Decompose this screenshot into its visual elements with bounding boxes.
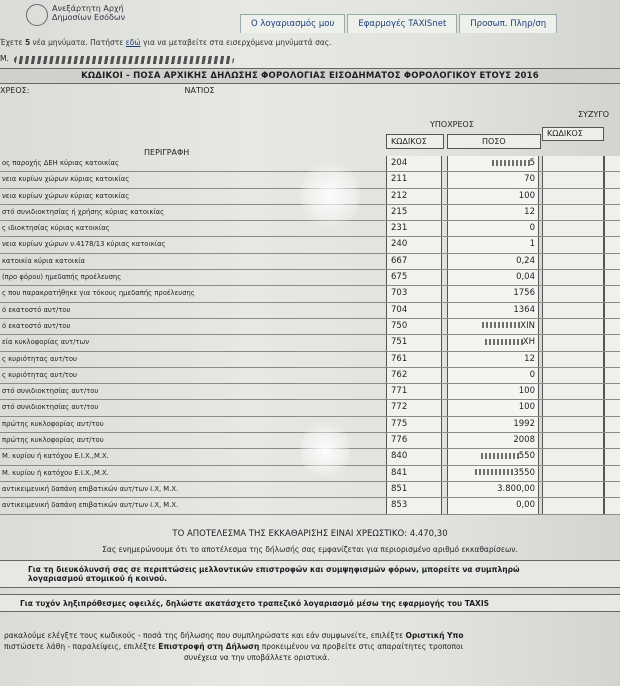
obligor-header: ΥΠΟΧΡΕΟΣ	[430, 120, 474, 129]
spouse-amount-cell	[604, 417, 620, 432]
code-header-cell	[386, 134, 444, 149]
row-description: Μ. κυρίου ή κατόχου Ε.Ι.Χ.,Μ.Χ.	[2, 452, 109, 461]
row-code: 215	[386, 205, 442, 220]
row-description: στό συνιδιοκτησίας ή χρήσης κύριας κατοικίας	[2, 207, 165, 216]
spouse-amount-cell	[604, 433, 620, 448]
row-amount	[447, 303, 539, 318]
row-amount-text: 0,24	[516, 255, 535, 266]
spouse-amount-cell	[604, 352, 620, 367]
row-amount	[447, 189, 539, 204]
photo-glare	[300, 160, 360, 230]
footer-instructions	[4, 630, 620, 663]
amount-header-cell	[447, 134, 541, 149]
table-row	[0, 237, 620, 253]
footer-line2-rest: προκειμένου να προβείτε στις απαραίτητες τροποποι	[259, 642, 464, 651]
row-amount-text: 70	[524, 174, 535, 185]
aade-logo	[52, 4, 125, 22]
spouse-code-cell	[542, 172, 604, 187]
spouse-amount-cell	[604, 254, 620, 269]
spouse-code-cell	[542, 368, 604, 383]
row-amount-text: 0,04	[516, 272, 535, 283]
row-description: ό εκατοστό αυτ/του	[2, 305, 71, 314]
row-code: 212	[386, 189, 442, 204]
row-code: 771	[386, 384, 442, 399]
row-amount-text: 100	[518, 402, 535, 413]
final-submit-link[interactable]: Οριστική Υπο	[405, 631, 464, 640]
spouse-amount-cell	[604, 172, 620, 187]
spouse-code-cell	[542, 498, 604, 513]
row-code: 761	[386, 352, 442, 367]
row-amount	[447, 221, 539, 236]
footer-line3: συνέχεια να την υποβάλλετε οριστικά.	[184, 653, 330, 662]
row-amount	[447, 319, 539, 334]
table-row	[0, 221, 620, 237]
spouse-amount-cell	[604, 189, 620, 204]
spouse-amount-cell	[604, 319, 620, 334]
messages-link[interactable]: εδώ	[125, 38, 141, 47]
row-description: (προ φόρου) ημεδαπής προέλευσης	[2, 273, 122, 282]
row-description: ς που παρακρατήθηκε για τόκους ημεδαπής προέλευσης	[2, 289, 195, 298]
row-description: εία κυκλοφορίας αυτ/των	[2, 338, 90, 347]
row-amount	[447, 417, 539, 432]
row-code: 775	[386, 417, 442, 432]
spouse-amount-cell	[604, 237, 620, 252]
description-header: ΠΕΡΙΓΡΑΦΗ	[144, 148, 190, 157]
messages-middle: νέα μηνύματα. Πατήστε	[30, 38, 126, 47]
row-amount-text: 0	[529, 369, 535, 380]
row-code: 703	[386, 286, 442, 301]
spouse-amount-cell	[604, 221, 620, 236]
spouse-amount-cell	[604, 400, 620, 415]
page-title: ΚΩΔΙΚΟΙ - ΠΟΣΑ ΑΡΧΙΚΗΣ ΔΗΛΩΣΗΣ ΦΟΡΟΛΟΓΙΑΣ ΕΙΣΟΔΗΜΑΤΟΣ ΦΟΡΟΛΟΓΙΚΟΥ ΕΤΟΥΣ 2016	[0, 68, 620, 84]
redaction-mark	[482, 322, 520, 328]
row-amount-text: ΧΗ	[522, 337, 535, 348]
footer-line2-text: πιστώσετε λάθη - παραλείψεις, επιλέξτε	[4, 642, 159, 651]
spouse-amount-cell	[604, 498, 620, 513]
row-code: 772	[386, 400, 442, 415]
tab-personal-info[interactable]: Προσωπ. Πληρ/ση	[459, 14, 557, 33]
footer-line1-text: ρακαλούμε ελέγξτε τους κωδικούς - ποσά της δήλωσης που συμπληρώσατε και εάν συμφωνείτε, επιλέξτε	[4, 631, 406, 640]
row-amount-text: 2008	[513, 435, 535, 446]
row-amount	[447, 368, 539, 383]
taxpayer-name: ΝΑΤΙΟΣ	[184, 86, 215, 95]
spouse-code-cell	[542, 466, 604, 481]
spouse-code-cell	[542, 384, 604, 399]
user-line	[0, 54, 620, 68]
row-amount	[447, 498, 539, 513]
row-description: ό εκατοστό αυτ/του	[2, 321, 71, 330]
table-row	[0, 368, 620, 384]
spouse-code-cell	[542, 156, 604, 171]
row-description: αντικειμενική δαπάνη επιβατικών αυτ/των Ι.Χ, Μ.Χ.	[2, 501, 179, 510]
redaction-mark	[485, 339, 523, 345]
row-amount	[447, 352, 539, 367]
row-amount-text: ΧΙΝ	[520, 320, 535, 331]
spouse-code-header: ΚΩΔΙΚΟΣ	[547, 129, 583, 138]
row-amount	[447, 466, 539, 481]
row-description: πρώτης κυκλοφορίας αυτ/του	[2, 436, 104, 445]
row-code: 751	[386, 335, 442, 350]
row-amount-text: 0,00	[516, 500, 535, 511]
spouse-amount-cell	[604, 482, 620, 497]
row-amount-text: 1	[529, 239, 535, 250]
settlement-result: ΤΟ ΑΠΟΤΕΛΕΣΜΑ ΤΗΣ ΕΚΚΑΘΑΡΙΣΗΣ ΕΙΝΑΙ ΧΡΕΩΣΤΙΚΟ: 4.470,30	[172, 529, 448, 539]
row-amount	[447, 433, 539, 448]
spouse-code-cell	[542, 417, 604, 432]
row-amount-text: 12	[524, 206, 535, 217]
tab-taxisnet-apps[interactable]: Εφαρμογές TAXISnet	[347, 14, 457, 33]
spouse-amount-cell	[604, 368, 620, 383]
row-code: 704	[386, 303, 442, 318]
row-amount-text: 100	[518, 190, 535, 201]
table-row	[0, 303, 620, 319]
spouse-code-cell	[542, 237, 604, 252]
description-header-cell	[0, 140, 384, 157]
row-amount	[447, 172, 539, 187]
row-code: 211	[386, 172, 442, 187]
row-description: στό συνιδιοκτησίας αυτ/του	[2, 403, 99, 412]
row-description: νεια κυρίων χώρων κύριας κατοικίας	[2, 175, 130, 184]
row-amount-text: 5	[529, 158, 535, 168]
row-amount	[447, 254, 539, 269]
row-amount	[447, 270, 539, 285]
row-amount-text: 1364	[513, 304, 535, 315]
row-code: 840	[386, 449, 442, 464]
row-amount-text: 1756	[513, 288, 535, 299]
row-amount	[447, 335, 539, 350]
spouse-code-cell	[542, 482, 604, 497]
row-amount	[447, 482, 539, 497]
debts-notice: Για τυχόν ληξιπρόθεσμες οφειλές, δηλώστε ακατάσχετο τραπεζικό λογαριασμό μέσω της εφαρμογής του TAXIS	[0, 594, 620, 612]
seal-icon	[26, 4, 48, 26]
row-description: στό συνιδιοκτησίας αυτ/του	[2, 387, 99, 396]
spouse-code-cell	[542, 286, 604, 301]
spouse-code-cell	[542, 270, 604, 285]
row-amount-text: 3550	[513, 467, 535, 478]
spouse-code-cell	[542, 205, 604, 220]
spouse-code-cell	[542, 221, 604, 236]
spouse-amount-cell	[604, 205, 620, 220]
taxpayer-line	[0, 86, 215, 95]
table-row	[0, 352, 620, 368]
spouse-code-cell	[542, 352, 604, 367]
row-amount	[447, 384, 539, 399]
row-code: 204	[386, 156, 442, 171]
row-amount	[447, 286, 539, 301]
spouse-code-cell	[542, 254, 604, 269]
messages-notice	[0, 38, 332, 47]
spouse-amount-cell	[604, 466, 620, 481]
table-row	[0, 335, 620, 351]
row-amount-text: 1992	[513, 418, 535, 429]
table-row	[0, 319, 620, 335]
redaction-scribble	[14, 56, 234, 64]
row-code: 762	[386, 368, 442, 383]
spouse-amount-cell	[604, 303, 620, 318]
row-amount-text: 100	[518, 386, 535, 397]
row-amount	[447, 237, 539, 252]
row-code: 750	[386, 319, 442, 334]
row-description: νεια κυρίων χώρων κύριας κατοικίας	[2, 191, 130, 200]
table-row	[0, 270, 620, 286]
row-code: 231	[386, 221, 442, 236]
refund-notice-line1: Για τη διευκόλυνσή σας σε περιπτώσεις μελλοντικών επιστροφών και συμψηφισμών φόρων, μπορείτε να συμπληρώ	[28, 565, 520, 574]
row-description: ς κυριότητας αυτ/του	[2, 370, 77, 379]
messages-prefix: Έχετε	[0, 38, 25, 47]
table-row	[0, 286, 620, 302]
spouse-code-cell	[542, 303, 604, 318]
row-description: ς ιδιοκτησίας κύριας κατοικίας	[2, 224, 110, 233]
redaction-mark	[475, 469, 513, 475]
spouse-amount-cell	[604, 156, 620, 171]
spouse-amount-cell	[604, 286, 620, 301]
row-amount-text: 3.800,00	[497, 483, 535, 494]
row-amount	[447, 205, 539, 220]
row-description: ος παροχής ΔΕΗ κύριας κατοικίας	[2, 159, 119, 167]
table-row	[0, 498, 620, 514]
amount-header: ΠΟΣΟ	[482, 137, 506, 146]
refund-notice-line2: λογαριασμού ατομικού ή κοινού.	[28, 574, 168, 583]
spouse-code-cell	[542, 335, 604, 350]
code-header: ΚΩΔΙΚΟΣ	[391, 137, 427, 146]
spouse-code-cell	[542, 189, 604, 204]
spouse-code-cell	[542, 433, 604, 448]
spouse-amount-cell	[604, 384, 620, 399]
spouse-code-cell	[542, 319, 604, 334]
row-amount-text: 12	[524, 353, 535, 364]
row-code: 240	[386, 237, 442, 252]
table-row	[0, 384, 620, 400]
spouse-code-header-cell	[542, 127, 604, 141]
photo-glare	[300, 420, 350, 480]
row-amount	[447, 400, 539, 415]
row-amount	[447, 449, 539, 464]
messages-count: 5	[24, 38, 31, 47]
return-to-declaration-link[interactable]: Επιστροφή στη Δήλωση	[158, 642, 260, 651]
row-code: 667	[386, 254, 442, 269]
org-line-2: Δημοσίων Εσόδων	[52, 13, 126, 22]
row-code: 851	[386, 482, 442, 497]
row-amount	[447, 156, 539, 171]
user-prefix: Μ.	[0, 54, 9, 63]
redaction-mark	[492, 160, 530, 166]
org-line-1: Ανεξάρτητη Αρχή	[52, 4, 124, 13]
row-description: αντικειμενική δαπάνη επιβατικών αυτ/των Ι.Χ, Μ.Χ.	[2, 484, 179, 493]
settlement-info: Σας ενημερώνουμε ότι το αποτέλεσμα της δήλωσής σας εμφανίζεται για περιορισμένο αριθμό εκκαθαρίσεων.	[102, 545, 518, 554]
tab-my-account[interactable]: Ο λογαριασμός μου	[240, 14, 345, 33]
row-code: 675	[386, 270, 442, 285]
table-row	[0, 400, 620, 416]
row-description: πρώτης κυκλοφορίας αυτ/του	[2, 419, 104, 428]
messages-suffix: για να μεταβείτε στα εισερχόμενα μηνύματά σας.	[140, 38, 332, 47]
spouse-code-cell	[542, 400, 604, 415]
top-nav	[240, 14, 559, 33]
row-code: 853	[386, 498, 442, 513]
row-code: 776	[386, 433, 442, 448]
row-description: Μ. κυρίου ή κατόχου Ε.Ι.Χ.,Μ.Χ.	[2, 468, 109, 477]
row-description: κατοικία κύρια κατοικία	[2, 256, 85, 265]
row-description: νεια κυρίων χώρων ν.4178/13 κύριας κατοικίας	[2, 240, 166, 249]
refund-notice	[0, 560, 620, 588]
redaction-mark	[481, 453, 519, 459]
table-row	[0, 254, 620, 270]
spouse-amount-cell	[604, 270, 620, 285]
row-code: 841	[386, 466, 442, 481]
taxpayer-label: ΧΡΕΟΣ:	[0, 86, 30, 95]
row-amount-text: 550	[518, 451, 535, 462]
row-amount-text: 0	[529, 223, 535, 234]
table-row	[0, 482, 620, 498]
spouse-code-cell	[542, 449, 604, 464]
row-description: ς κυριότητας αυτ/του	[2, 354, 77, 363]
spouse-amount-cell	[604, 335, 620, 350]
spouse-amount-cell	[604, 449, 620, 464]
spouse-header: ΣΥΖΥΓΟ	[578, 110, 610, 119]
